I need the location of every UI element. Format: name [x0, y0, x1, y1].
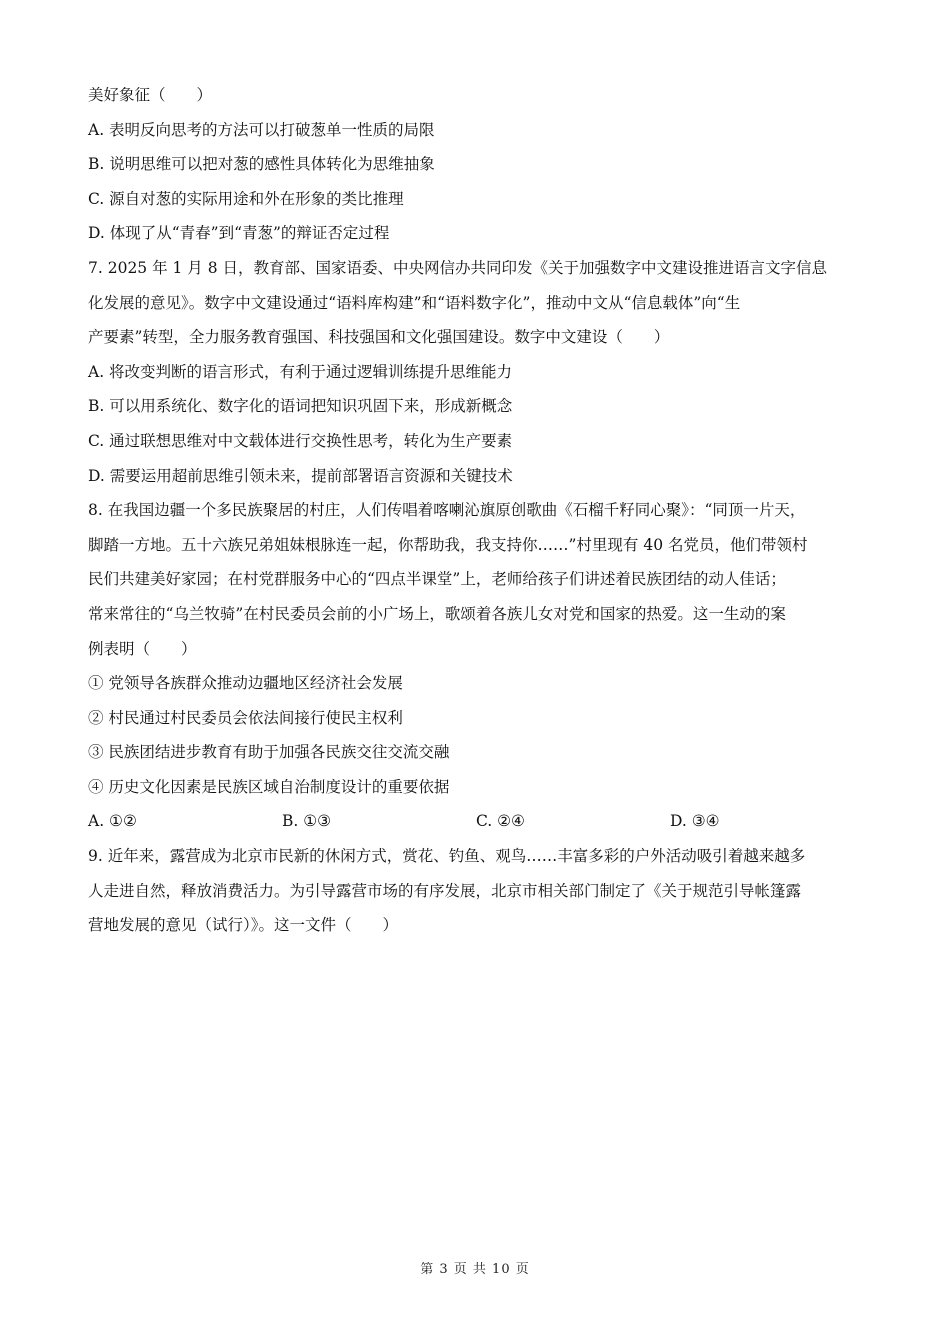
question-stem-line: 常来常往的“乌兰牧骑”在村民委员会前的小广场上，歌颂着各族儿女对党和国家的热爱。这一生动的案	[88, 604, 786, 623]
question-8	[88, 493, 878, 839]
option-a: A. 表明反向思考的方法可以打破葱单一性质的局限	[88, 120, 435, 139]
statement-2: ② 村民通过村民委员会依法间接行使民主权利	[88, 708, 403, 727]
statement-1: ① 党领导各族群众推动边疆地区经济社会发展	[88, 674, 403, 693]
question-6-tail	[88, 78, 878, 251]
question-stem-line: 脚踏一方地。五十六族兄弟姐妹根脉连一起，你帮助我，我支持你……”村里现有 40 名党员，他们带领村	[88, 535, 808, 554]
question-7	[88, 251, 878, 493]
question-stem-line: 人走进自然，释放消费活力。为引导露营市场的有序发展，北京市相关部门制定了《关于规范引导帐篷露	[88, 881, 802, 900]
exam-page	[88, 78, 878, 943]
option-d: D. 需要运用超前思维引领未来，提前部署语言资源和关键技术	[88, 466, 513, 485]
choice-b: B. ①③	[282, 812, 332, 831]
question-stem-line: 9. 近年来，露营成为北京市民新的休闲方式，赏花、钓鱼、观鸟……丰富多彩的户外活动吸引着越来越多	[88, 847, 806, 866]
option-b: B. 说明思维可以把对葱的感性具体转化为思维抽象	[88, 155, 435, 174]
question-9	[88, 839, 878, 943]
question-stem-line: 7. 2025 年 1 月 8 日，教育部、国家语委、中央网信办共同印发《关于加强数字中文建设推进语言文字信息	[88, 258, 828, 277]
choice-d: D. ③④	[670, 812, 720, 831]
option-c: C. 通过联想思维对中文载体进行交换性思考，转化为生产要素	[88, 431, 513, 450]
question-stem-line: 例表明（ ）	[88, 639, 197, 658]
choice-row	[88, 804, 878, 839]
question-stem-line: 化发展的意见》。数字中文建设通过“语料库构建”和“语料数字化”，推动中文从“信息载体”向“生	[88, 293, 741, 312]
statement-4: ④ 历史文化因素是民族区域自治制度设计的重要依据	[88, 777, 450, 796]
option-b: B. 可以用系统化、数字化的语词把知识巩固下来，形成新概念	[88, 397, 513, 416]
statement-3: ③ 民族团结进步教育有助于加强各民族交往交流交融	[88, 743, 450, 762]
option-d: D. 体现了从“青春”到“青葱”的辩证否定过程	[88, 224, 390, 243]
question-stem-line: 8. 在我国边疆一个多民族聚居的村庄，人们传唱着喀喇沁旗原创歌曲《石榴千籽同心聚》：“同顶一片天，	[88, 501, 806, 520]
page-number-footer: 第 3 页 共 10 页	[420, 1262, 530, 1277]
choice-a: A. ①②	[88, 812, 137, 831]
choice-c: C. ②④	[476, 812, 525, 831]
question-stem-line: 营地发展的意见（试行）》。这一文件（ ）	[88, 916, 399, 935]
option-a: A. 将改变判断的语言形式，有利于通过逻辑训练提升思维能力	[88, 362, 513, 381]
option-c: C. 源自对葱的实际用途和外在形象的类比推理	[88, 189, 404, 208]
question-stem-line: 产要素”转型，全力服务教育强国、科技强国和文化强国建设。数字中文建设（ ）	[88, 328, 670, 347]
question-stem-line: 民们共建美好家园；在村党群服务中心的“四点半课堂”上，老师给孩子们讲述着民族团结的动人佳话；	[88, 570, 786, 589]
question-stem-end: 美好象征（ ）	[88, 86, 213, 104]
